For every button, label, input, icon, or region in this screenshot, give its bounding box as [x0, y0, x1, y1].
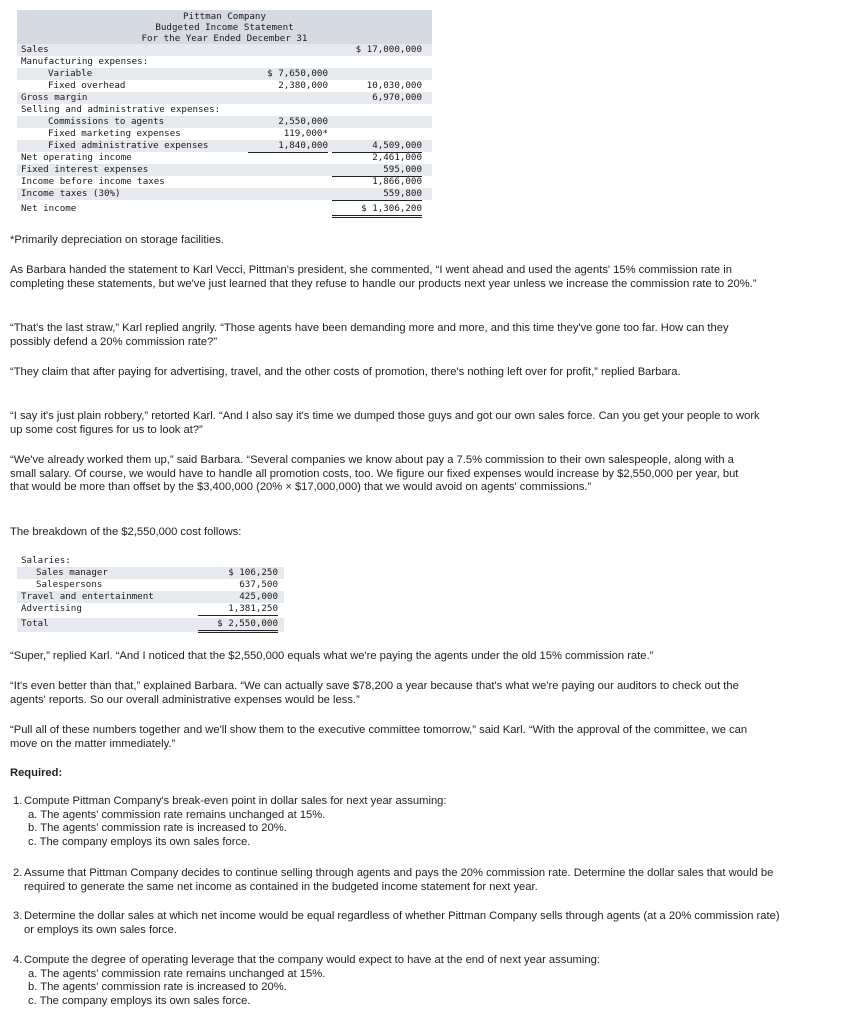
- statement-row: [17, 80, 432, 92]
- total-amount: 10,030,000: [332, 80, 422, 93]
- row-amount: 1,381,250: [198, 603, 278, 616]
- total-amount: 595,000: [332, 164, 422, 177]
- sub-question: c. The company employs its own sales force.: [28, 835, 251, 848]
- cost-breakdown-table: [17, 555, 284, 632]
- row-label: Selling and administrative expenses:: [21, 104, 221, 115]
- breakdown-intro: The breakdown of the $2,550,000 cost follows:: [10, 526, 242, 538]
- row-label: Commissions to agents: [48, 116, 165, 127]
- row-amount: 425,000: [239, 591, 278, 602]
- question-text: [10, 910, 790, 937]
- statement-row: [17, 92, 432, 104]
- question-2: [10, 867, 790, 894]
- statement-row: [17, 128, 432, 140]
- total-amount: 1,866,000: [372, 176, 422, 187]
- detail-amount: $ 7,650,000: [267, 68, 328, 79]
- sub-question: a. The agents' commission rate remains unchanged at 15%.: [28, 967, 326, 980]
- narrative-paragraph: “It's even better than that,” explained Barbara. “We can actually save $78,200 a year because that's what we're paying our auditors to check out the agents' reports. So our overall administrative expenses would be less.”: [10, 680, 739, 706]
- statement-row: [17, 164, 432, 176]
- statement-period: For the Year Ended December 31: [141, 33, 308, 44]
- row-label: Income taxes (30%): [21, 188, 121, 199]
- breakdown-row: [17, 618, 284, 632]
- row-label: Variable: [48, 68, 93, 79]
- statement-row: [17, 44, 432, 56]
- question-4: [10, 954, 790, 1008]
- statement-row: [17, 188, 432, 200]
- row-label: Advertising: [21, 603, 82, 614]
- question-3: [10, 910, 790, 937]
- row-label: Salespersons: [36, 579, 103, 590]
- breakdown-row: [17, 579, 284, 591]
- income-statement-table: [17, 10, 432, 217]
- narrative-paragraph: “Super,” replied Karl. “And I noticed that the $2,550,000 equals what we're paying the agents under the old 15% commission rate.”: [10, 650, 654, 662]
- question-number: 1.: [13, 795, 23, 807]
- required-heading: Required:: [10, 767, 63, 779]
- breakdown-row: [17, 567, 284, 579]
- row-label: Fixed administrative expenses: [48, 140, 209, 151]
- row-label: Net operating income: [21, 152, 132, 163]
- statement-row: [17, 152, 432, 164]
- row-label: Income before income taxes: [21, 176, 165, 187]
- question-text: [10, 867, 790, 894]
- detail-amount: 119,000*: [283, 128, 328, 139]
- question-number: 2.: [13, 867, 23, 879]
- detail-amount: 2,380,000: [248, 80, 328, 93]
- row-amount: 637,500: [239, 579, 278, 590]
- question-number: 3.: [13, 910, 23, 922]
- narrative-paragraph: “They claim that after paying for advertising, travel, and the other costs of promotion, there's nothing left over for profit,” replied Barbara.: [10, 366, 681, 378]
- breakdown-row: [17, 591, 284, 603]
- narrative-paragraph: As Barbara handed the statement to Karl Vecci, Pittman's president, she commented, “I went ahead and used the agents' 15% commission rate in completing these statements, but we've just learned that they refuse to handle our products next year unless we increase the commission rate to 20%.”: [10, 264, 757, 290]
- total-amount: $ 17,000,000: [355, 44, 422, 55]
- statement-row: [17, 56, 432, 68]
- total-amount: $ 1,306,200: [332, 203, 422, 218]
- total-amount: 559,800: [332, 188, 422, 201]
- row-label: Total: [21, 618, 49, 629]
- company-name: Pittman Company: [183, 11, 266, 22]
- row-label: Fixed marketing expenses: [48, 128, 181, 139]
- row-amount: $ 2,550,000: [198, 618, 278, 633]
- row-label: Sales: [21, 44, 49, 55]
- row-label: Salaries:: [21, 555, 71, 566]
- question-1: [10, 795, 790, 849]
- detail-amount: 2,550,000: [278, 116, 328, 127]
- narrative-paragraph: “We've already worked them up,” said Barbara. “Several companies we know about pay a 7.5% commission to their own salespeople, along with a small salary. Of course, we would have to handle all promotion costs, too. We figure our fixed expenses would increase by $2,550,000 per year, but that would be more than offset by the $3,400,000 (20% × $17,000,000) that we would avoid on agents' commissions.”: [10, 454, 739, 494]
- footnote: *Primarily depreciation on storage facilities.: [10, 234, 224, 246]
- sub-question: a. The agents' commission rate remains unchanged at 15%.: [28, 808, 326, 821]
- row-label: Sales manager: [36, 567, 108, 578]
- total-amount: 4,509,000: [332, 140, 422, 153]
- question-text: [10, 795, 790, 809]
- row-label: Gross margin: [21, 92, 88, 103]
- statement-row: [17, 68, 432, 80]
- statement-row: [17, 104, 432, 116]
- question-body: Determine the dollar sales at which net income would be equal regardless of whether Pittman Company sells through agents (at a 20% commission rate) or employs its own sales force.: [24, 910, 780, 936]
- total-amount: 2,461,000: [372, 152, 422, 163]
- total-amount: 6,970,000: [372, 92, 422, 103]
- statement-row: [17, 176, 432, 188]
- narrative-paragraph: “Pull all of these numbers together and we'll show them to the executive committee tomorrow,” said Karl. “With the approval of the committee, we can move on the matter immediately.”: [10, 724, 748, 750]
- statement-header: [17, 10, 432, 44]
- sub-question: c. The company employs its own sales force.: [28, 994, 251, 1007]
- narrative-paragraph: “That's the last straw,” Karl replied angrily. “Those agents have been demanding more and more, and this time they've gone too far. How can they possibly defend a 20% commission rate?”: [10, 322, 729, 348]
- breakdown-row: [17, 603, 284, 615]
- question-number: 4.: [13, 954, 23, 966]
- statement-title: Budgeted Income Statement: [155, 22, 294, 33]
- sub-question: b. The agents' commission rate is increased to 20%.: [28, 981, 287, 994]
- row-label: Fixed interest expenses: [21, 164, 149, 175]
- row-label: Manufacturing expenses:: [21, 56, 149, 67]
- row-amount: $ 106,250: [228, 567, 278, 578]
- detail-amount: 1,840,000: [248, 140, 328, 153]
- question-text: [10, 954, 790, 968]
- statement-row: [17, 203, 432, 217]
- statement-row: [17, 116, 432, 128]
- statement-rows: [17, 44, 432, 217]
- question-body: Compute the degree of operating leverage that the company would expect to have at the end of next year assuming:: [24, 954, 600, 966]
- row-label: Fixed overhead: [48, 80, 126, 91]
- narrative-paragraph: “I say it's just plain robbery,” retorted Karl. “And I also say it's time we dumped those guys and got our own sales force. Can you get your people to work up some cost figures for us to look at?”: [10, 410, 760, 436]
- row-label: Travel and entertainment: [21, 591, 154, 602]
- row-label: Net income: [21, 203, 77, 214]
- question-body: Assume that Pittman Company decides to continue selling through agents and pays the 20% commission rate. Determine the dollar sales that would be required to generate the same net income as contained in the budgeted income statement for next year.: [24, 867, 774, 893]
- question-body: Compute Pittman Company's break-even point in dollar sales for next year assuming:: [24, 795, 447, 807]
- sub-question: b. The agents' commission rate is increased to 20%.: [28, 822, 287, 835]
- statement-row: [17, 140, 432, 152]
- breakdown-row: [17, 555, 284, 567]
